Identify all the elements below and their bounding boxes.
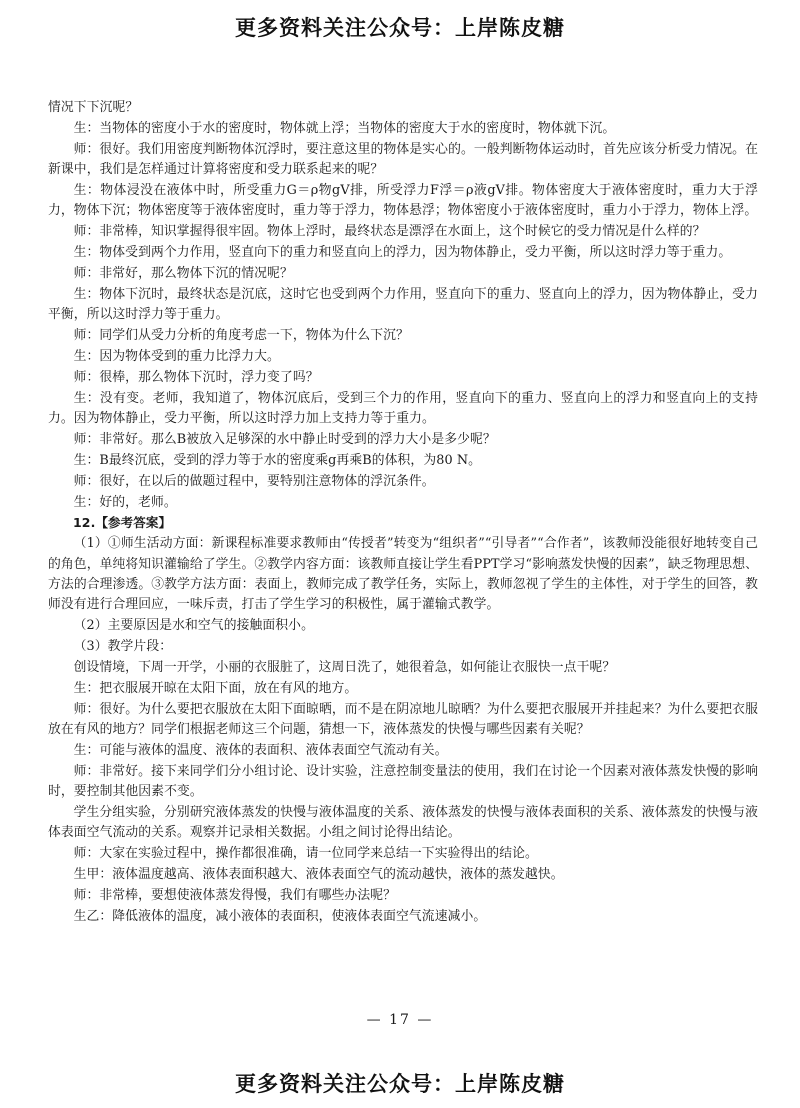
paragraph-student-b: 生乙：降低液体的温度，减小液体的表面积，使液体表面空气流速减小。 xyxy=(73,908,487,924)
answer-part-1: （1）①师生活动方面：新课程标准要求教师由“传授者”转变为“组织者”“引导者”“合作者”，该教师没能很好地转变自己的角色，单纯将知识灌输给了学生。②教学内容方面：该教师直接让学生看PPT学习“影响蒸发快慢的因素”，缺乏物理思想、方法的合理渗透。③教学方法方面：表面上，教师完成了教学任务，实际上，教师忽视了学生的主体性，对于学生的回答，教师没有进行合理回应，一味斥责，打击了学生学习的积极性，属于灌输式教学。 xyxy=(48,536,758,613)
paragraph-teacher-6: 师：非常好。那么B被放入足够深的水中静止时受到的浮力大小是多少呢？ xyxy=(73,431,496,447)
paragraph-teacher-3: 师：非常好，那么物体下沉的情况呢？ xyxy=(73,265,293,281)
answer-part-3: （3）教学片段： xyxy=(73,639,173,654)
paragraph-teacher-9: 师：非常好。接下来同学们分小组讨论、设计实验，注意控制变量法的使用，我们在讨论一个因素对液体蒸发快慢的影响时，要控制其他因素不变。 xyxy=(48,763,758,800)
page-number: — 17 — xyxy=(366,1012,434,1028)
paragraph-experiment: 学生分组实验，分别研究液体蒸发的快慢与液体温度的关系、液体蒸发的快慢与液体表面积的关系、液体蒸发的快慢与液体表面空气流动的关系。观察并记录相关数据。小组之间讨论得出结论。 xyxy=(48,804,758,841)
paragraph-teacher-1: 师：很好。我们用密度判断物体沉浮时，要注意这里的物体是实心的。一般判断物体运动时，首先应该分析受力情况。在新课中，我们是怎样通过计算将密度和受力联系起来的呢？ xyxy=(48,141,758,178)
paragraph-scenario: 创设情境，下周一开学，小丽的衣服脏了，这周日洗了，她很着急，如何能让衣服快一点干呢？ xyxy=(73,659,616,675)
paragraph-teacher-4: 师：同学们从受力分析的角度考虑一下，物体为什么下沉？ xyxy=(73,328,409,344)
document-body xyxy=(48,98,758,928)
paragraph-student-3: 生：物体受到两个力作用，竖直向下的重力和竖直向上的浮力，因为物体静止，受力平衡，所以这时浮力等于重力。 xyxy=(73,245,732,261)
paragraph-student-5: 生：因为物体受到的重力比浮力大。 xyxy=(73,348,280,364)
paragraph-student-8: 生：好的，老师。 xyxy=(73,494,177,510)
paragraph-student-6: 生：没有变。老师，我知道了，物体沉底后，受到三个力的作用，竖直向下的重力、竖直向上的浮力和竖直向上的支持力。因为物体静止，受力平衡，所以这时浮力加上支持力等于重力。 xyxy=(48,390,758,426)
paragraph-teacher-7: 师：很好，在以后的做题过程中，要特别注意物体的浮沉条件。 xyxy=(73,473,435,489)
top-banner: 更多资料关注公众号：上岸陈皮糖 xyxy=(235,16,565,40)
paragraph-student-4: 生：物体下沉时，最终状态是沉底，这时它也受到两个力作用，竖直向下的重力、竖直向上的浮力，因为物体静止，受力平衡，所以这时浮力等于重力。 xyxy=(48,286,758,323)
paragraph-student-a: 生甲：液体温度越高、液体表面积越大、液体表面空气的流动越快，液体的蒸发越快。 xyxy=(73,867,564,883)
bottom-banner: 更多资料关注公众号：上岸陈皮糖 xyxy=(235,1072,565,1096)
paragraph-continuation: 情况下下沉呢？ xyxy=(48,100,139,115)
paragraph-teacher-5: 师：很棒，那么物体下沉时，浮力变了吗？ xyxy=(73,369,319,385)
paragraph-student-1: 生：当物体的密度小于水的密度时，物体就上浮；当物体的密度大于水的密度时，物体就下沉。 xyxy=(73,120,616,136)
answer-part-2: （2）主要原因是水和空气的接触面积小。 xyxy=(73,618,314,634)
answer-heading: 12.【参考答案】 xyxy=(73,515,172,531)
paragraph-teacher-8: 师：很好。为什么要把衣服放在太阳下面晾晒，而不是在阴凉地儿晾晒？为什么要把衣服展开并挂起来？为什么要把衣服放在有风的地方？同学们根据老师这三个问题，猜想一下，液体蒸发的快慢与哪些因素有关呢？ xyxy=(48,701,758,737)
paragraph-teacher-11: 师：非常棒，要想使液体蒸发得慢，我们有哪些办法呢？ xyxy=(73,887,397,903)
paragraph-teacher-2: 师：非常棒，知识掌握得很牢固。物体上浮时，最终状态是漂浮在水面上，这个时候它的受力情况是什么样的？ xyxy=(73,224,706,240)
paragraph-teacher-10: 师：大家在实验过程中，操作都很准确，请一位同学来总结一下实验得出的结论。 xyxy=(73,846,538,862)
paragraph-student-2: 生：物体浸没在液体中时，所受重力G＝ρ物gV排，所受浮力F浮＝ρ液gV排。物体密度大于液体密度时，重力大于浮力，物体下沉；物体密度等于液体密度时，重力等于浮力，物体悬浮；物体密度小于液体密度时，重力小于浮力，物体上浮。 xyxy=(48,182,758,219)
paragraph-student-7: 生：B最终沉底，受到的浮力等于水的密度乘g再乘B的体积，为80 N。 xyxy=(73,452,482,468)
paragraph-student-10: 生：可能与液体的温度、液体的表面积、液体表面空气流动有关。 xyxy=(73,742,448,758)
paragraph-student-9: 生：把衣服展开晾在太阳下面，放在有风的地方。 xyxy=(73,680,358,696)
